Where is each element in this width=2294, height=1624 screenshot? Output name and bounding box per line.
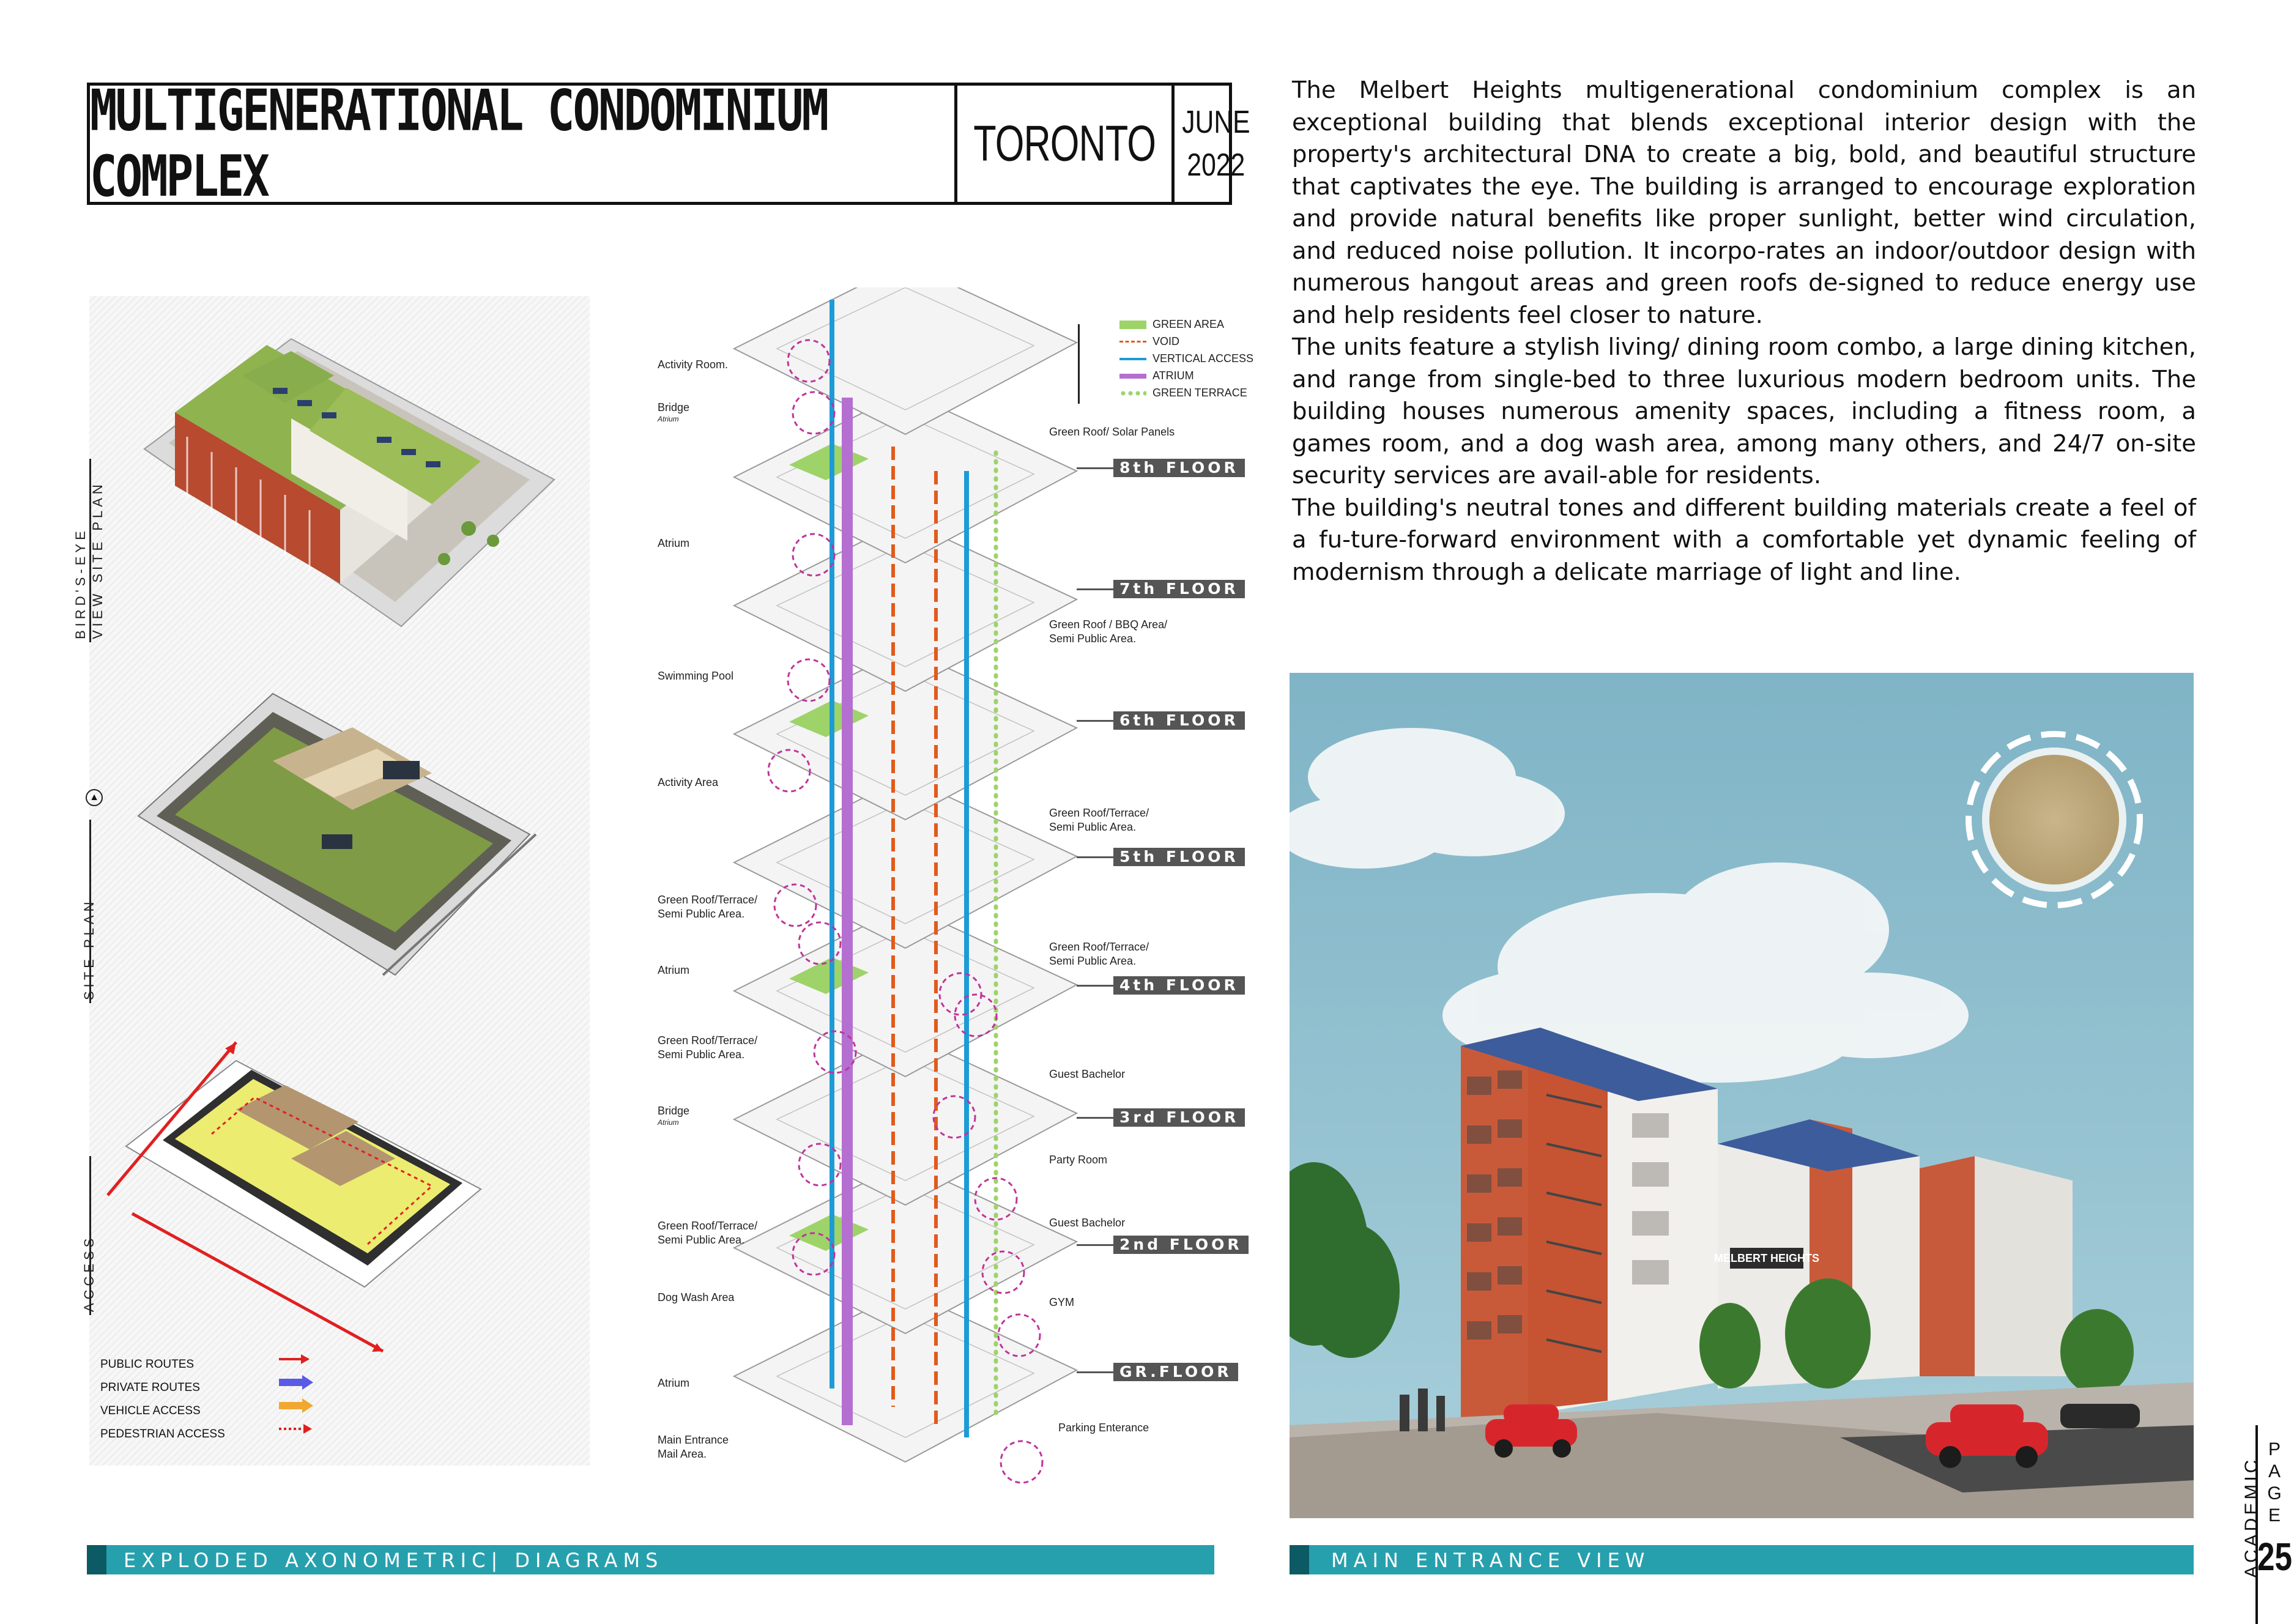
- legend-vertical-access-swatch: [1119, 358, 1146, 360]
- axonometric-section-label: EXPLODED AXONOMETRIC| DIAGRAMS: [124, 1549, 664, 1572]
- floor-tag-2: 2nd FLOOR: [1077, 1236, 1249, 1254]
- floor-tag-6: 6th FLOOR: [1077, 711, 1245, 730]
- callout-atrium-1: Atrium: [658, 537, 690, 549]
- floor-tag-3: 3rd FLOOR: [1077, 1108, 1245, 1127]
- page-title: MULTIGENERATIONAL CONDOMINIUM COMPLEX: [90, 78, 828, 210]
- render-section-label: MAIN ENTRANCE VIEW: [1331, 1549, 1650, 1572]
- legend-atrium-label: ATRIUM: [1153, 369, 1194, 382]
- legend-green-terrace-label: GREEN TERRACE: [1153, 387, 1247, 399]
- callout-green-roof-l1: Green Roof/Terrace/ Semi Public Area.: [658, 894, 758, 920]
- callout-guest-bachelor-1: Guest Bachelor: [1049, 1068, 1126, 1080]
- render-section-bar: [1290, 1545, 2194, 1574]
- date-cell: [1175, 86, 1258, 202]
- page-letter: G: [2267, 1483, 2282, 1503]
- legend-void-swatch: [1119, 341, 1146, 343]
- page-letter: A: [2268, 1461, 2281, 1481]
- bar-marker: [1290, 1545, 1309, 1574]
- callout-activity-area: Activity Area: [658, 776, 719, 788]
- page-word: [2263, 1439, 2285, 1527]
- callout-bridge-1: Bridge Atrium: [658, 401, 690, 423]
- access-plan-image: [108, 1042, 481, 1352]
- render-image: [1290, 673, 2194, 1518]
- callout-atrium-3: Atrium: [658, 1377, 690, 1389]
- callout-circle: [793, 392, 834, 434]
- page-letter: E: [2268, 1505, 2281, 1526]
- description-paragraph: The units feature a stylish living/ dining room combo, a large dining kitchen, and range from single-bed to three luxurious modern bedroom units. The building houses numerous amenity spaces, including a fitness room, a games room, and a dog wash area, among many others, and 24/7 on-site security services are avail-able for residents.: [1292, 333, 2196, 489]
- month-label: JUNE: [1182, 105, 1250, 140]
- description-text: [1292, 75, 2196, 588]
- axonometric-section-bar: [87, 1545, 1214, 1574]
- city-label: TORONTO: [973, 116, 1156, 172]
- city-cell: [957, 86, 1175, 202]
- building-sign: MELBERT HEIGHTS: [1713, 1252, 1820, 1264]
- main-entrance-render: [1290, 673, 2194, 1518]
- legend-pedestrian-access: PEDESTRIAN ACCESS: [100, 1428, 225, 1440]
- access-label: ACCESS: [81, 1234, 97, 1312]
- callout-activity-room: Activity Room.: [658, 358, 729, 371]
- callout-parking-entrance: Parking Enterance: [1058, 1422, 1149, 1434]
- callout-main-entrance: Main Entrance Mail Area.: [658, 1434, 729, 1460]
- legend-rule: [1078, 324, 1080, 404]
- legend-green-terrace-swatch: [1119, 391, 1146, 396]
- site-plans-panel: [89, 296, 590, 1466]
- atrium-band: [842, 398, 853, 1425]
- floor-tag-7: 7th FLOOR: [1077, 580, 1245, 598]
- legend-void: [1119, 335, 1179, 348]
- birds-eye-label-line2: VIEW SITE PLAN: [90, 481, 105, 639]
- legend-private-routes: PRIVATE ROUTES: [100, 1381, 200, 1394]
- callout-green-roof-r1: Green Roof/Terrace/ Semi Public Area.: [1049, 807, 1149, 833]
- title-cell: [90, 78, 957, 210]
- callout-bbq-area: Green Roof / BBQ Area/ Semi Public Area.: [1049, 618, 1168, 645]
- academic-label: ACADEMIC: [2241, 1456, 2262, 1578]
- floor-tag-8: 8th FLOOR: [1077, 459, 1245, 477]
- access-legend-labels: [100, 1353, 225, 1446]
- legend-atrium: [1119, 369, 1194, 382]
- legend-atrium-swatch: [1119, 374, 1146, 379]
- description-paragraph: The building's neutral tones and different building materials create a feel of a fu-ture-forward environment with a comfortable yet dynamic feeling of modernism through a delicate marriage of light and line.: [1292, 494, 2196, 586]
- site-plan-label: SITE PLAN: [81, 898, 97, 1000]
- callout-circle: [1001, 1441, 1042, 1483]
- year-label: 2022: [1187, 147, 1245, 183]
- callout-green-roof-r2: Green Roof/Terrace/ Semi Public Area.: [1049, 941, 1149, 967]
- description-paragraph: The Melbert Heights multigenerational condominium complex is an exceptional building that blends exceptional interior design with the property's architectural DNA to create a big, bold, and beautiful structure that captivates the eye. The building is arranged to encourage exploration and provide natural benefits like proper sunlight, better wind circulation, and reduced noise pollution. It incorpo-rates an indoor/outdoor design with numerous hangout areas and green roofs de-signed to reduce energy use and help residents feel closer to nature.: [1292, 76, 2196, 329]
- legend-void-label: VOID: [1153, 335, 1180, 347]
- legend-vertical-access-label: VERTICAL ACCESS: [1153, 352, 1254, 365]
- callout-bridge-2: Bridge Atrium: [658, 1105, 690, 1127]
- callout-gym: GYM: [1049, 1296, 1075, 1308]
- page-number: 25: [2257, 1535, 2292, 1579]
- legend-green-area: [1119, 318, 1224, 331]
- access-legend: [279, 1354, 313, 1434]
- floor-slab: [734, 287, 1077, 434]
- callout-atrium-2: Atrium: [658, 964, 690, 976]
- page-letter: P: [2268, 1439, 2281, 1459]
- title-box: [87, 78, 1250, 210]
- callout-guest-bachelor-2: Guest Bachelor: [1049, 1217, 1126, 1229]
- legend-vehicle-access: VEHICLE ACCESS: [100, 1404, 201, 1417]
- bar-marker: [87, 1545, 106, 1574]
- callout-green-roof-l2: Green Roof/Terrace/ Semi Public Area.: [658, 1034, 758, 1061]
- callout-dog-wash: Dog Wash Area: [658, 1291, 735, 1303]
- north-arrow-icon: ▲: [86, 789, 103, 806]
- callout-party-room: Party Room: [1049, 1154, 1108, 1166]
- callout-solar-panels: Green Roof/ Solar Panels: [1049, 426, 1175, 438]
- site-plans-drawing: [89, 296, 590, 1466]
- floor-tag-5: 5th FLOOR: [1077, 848, 1245, 866]
- site-plan-image: [138, 694, 536, 975]
- birds-eye-view-image: [144, 339, 554, 626]
- legend-green-area-label: GREEN AREA: [1153, 318, 1225, 330]
- legend-green-area-swatch: [1119, 321, 1146, 329]
- axonometric-floors: [734, 287, 1077, 1462]
- legend-public-routes: PUBLIC ROUTES: [100, 1358, 195, 1371]
- floor-tag-gr: GR.FLOOR: [1077, 1363, 1238, 1381]
- legend-vertical-access: [1119, 352, 1253, 365]
- legend-green-terrace: [1119, 387, 1247, 399]
- floor-tag-4: 4th FLOOR: [1077, 976, 1245, 995]
- birds-eye-label-line1: BIRD'S-EYE: [73, 527, 88, 639]
- callout-green-roof-l3: Green Roof/Terrace/ Semi Public Area.: [658, 1220, 758, 1246]
- callout-swimming-pool: Swimming Pool: [658, 670, 734, 682]
- birds-eye-label: [72, 481, 106, 639]
